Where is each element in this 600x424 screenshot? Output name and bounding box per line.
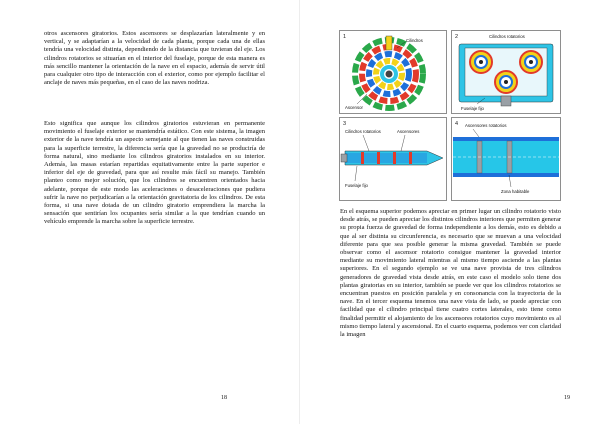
left-paragraph-1: otros ascensores giratorios. Estos ascensores se desplazarían lateralmente y en vertical, y se adaptarían a la velocidad de cada planta, porque cada una de ellas tendría una velocidad distinta, dependiendo de la distancia que tuvieran del eje. Los cilindros rotatorios se situarían en el interior del fuselaje, porque de esta manera es más sencillo mantener la orientación de la nave en el espacio, además de servir útil para cualquier otro tipo de interacción con el exterior, como por ejemplo facilitar el anclaje de naves más pequeñas, en el caso de las naves nodriza.: [44, 30, 265, 87]
figure-1-label-elevator: Ascensor: [345, 105, 363, 110]
figure-4-number: 4: [455, 121, 459, 127]
left-paragraph-2: Esto significa que aunque los cilindros giratorios estuvieran en permanente movimiento el fuselaje exterior se mantendría estático. Con este sistema, la imagen exterior de la nave tendría un aspecto semejante al que tienen las naves construidas para la superficie terrestre, la diferencia sería que la gravedad no se produciría de forma natural, sino mediante los cilindros giratorios instalados en su interior. Además, las masas estarían repartidas equitativamente entre la parte superior e inferior del eje de gravedad, para que así resulte más fácil su manejo. También planteo como mejor solución, que los cilindros se encuentren orientados hacia adelante, porque de este modo las aceleraciones o desaceleraciones que pudiera sufrir la nave no perjudicarían a la orientación gravitatoria de los cilindros. De esta forma, si una nave dotada de un cilindro giratorio emprendiera la marcha la sensación que sentirían los ocupantes sería similar a la que tendrían cuando un vehículo emprende la marcha sobre la superficie terrestre.: [44, 120, 265, 226]
figure-4-habitable-zone: [451, 117, 561, 201]
figure-3-label-fuselage: Fuselaje fijo: [345, 183, 368, 188]
right-page-number: 19: [564, 395, 570, 401]
right-paragraph: En el esquema superior podemos apreciar en primer lugar un cilindro rotatorio visto desde atrás, se pueden apreciar los distintos cilindros interiores que permiten generar su propia fuerza de gravedad de forma independiente a los demás, esto es debido a que al ser distinta su circunferencia, es necesario que se muevan a una velocidad diferente para que sea posible generar la misma gravedad. También se puede observar como el ascensor rotatorio consigue mantener la gravedad interior mediante su movimiento lateral mientras al mismo tiempo asciende a las plantas superiores. En el segundo ejemplo se ve una nave provista de tres cilindros generadores de gravedad vista desde atrás, en este caso el modelo solo tiene dos plantas giratorias en su interior, también se puede ver que los cilindros rotatorios se encuentran puestos en posición paralela y en consonancia con la trayectoria de la nave. En el tercer esquema tenemos una nave vista de lado, se puede apreciar con facilidad que el cilindro principal tiene cuatro cortes laterales, esto tiene como finalidad permitir el alojamiento de los ascensores rotatorios cuyo movimiento es al mismo tiempo lateral y ascensional. En el cuarto esquema, podemos ver con claridad la imagen: [340, 208, 561, 339]
figure-2-label-rotating: Cilindros rotatorios: [489, 34, 525, 39]
figure-2-label-fuselage: Fuselaje fijo: [461, 106, 484, 111]
figure-4-label-rotating-elevators: Ascensores rotatorios: [465, 123, 507, 128]
left-page-number: 18: [221, 395, 227, 401]
figure-3-label-elevators: Ascensores: [397, 129, 420, 134]
figure-1-concentric-cylinders: [339, 30, 447, 114]
figure-1-number: 1: [343, 34, 347, 40]
figure-1-label-cylinders: Cilindros: [406, 38, 423, 43]
figure-3-number: 3: [343, 121, 347, 127]
figure-3-label-rotating: Cilindros rotatorios: [345, 129, 381, 134]
figure-2-number: 2: [455, 34, 459, 40]
figure-2-three-cylinders: [451, 30, 561, 114]
figure-3-side-view: [339, 117, 447, 201]
right-page: [300, 0, 600, 424]
figure-4-label-habitable: Zona habitable: [501, 189, 530, 194]
